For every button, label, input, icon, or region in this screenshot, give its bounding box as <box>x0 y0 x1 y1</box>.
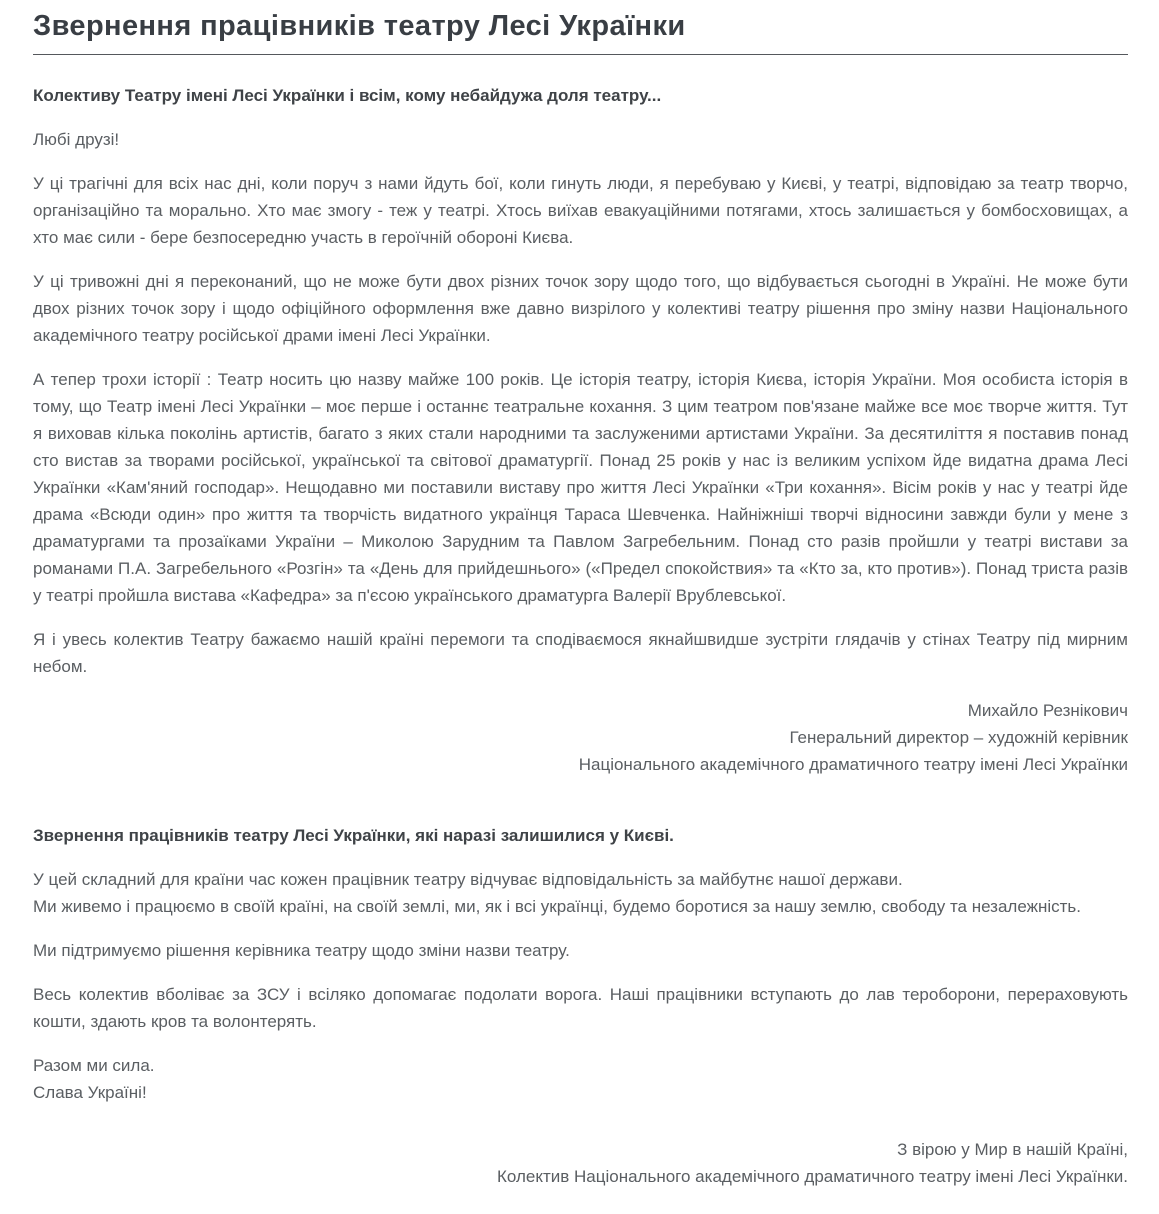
closing-line: Колектив Національного академічного драматичного театру імені Лесі Українки. <box>496 1167 1128 1186</box>
page-title: Звернення працівників театру Лесі Українки <box>33 10 686 42</box>
signature-role: Генеральний директор – художній керівник <box>789 728 1128 747</box>
paragraph: У ці тривожні дні я переконаний, що не може бути двох різних точок зору щодо того, що відбувається сьогодні в Україні. Не може бути двох різних точок зору і щодо офіційного оформлення вже давно визрілого у колективі театру рішення про зміну назви Національного академічного театру російської драми імені Лесі Українки. <box>33 272 1128 345</box>
closing-line: З вірою у Мир в нашій Країні, <box>897 1140 1128 1159</box>
paragraph <box>33 866 1128 920</box>
paragraph: А тепер трохи історії : Театр носить цю назву майже 100 років. Це історія театру, історія Києва, історія України. Моя особиста історія в тому, що Театр імені Лесі Українки – моє перше і останнє театральне кохання. З цим театром пов'язане майже все моє творче життя. Тут я виховав кілька поколінь артистів, багато з яких стали народними та заслуженими артистами України. За десятиліття я поставив понад сто вистав за творами російської, української та світової драматургії. Понад 25 років у нас із великим успіхом йде видатна драма Лесі Українки «Кам'яний господар». Нещодавно ми поставили виставу про життя Лесі Українки «Три кохання». Вісім років у нас у театрі йде драма «Всюди один» про життя та творчість видатного українця Тараса Шевченка. Найніжніші творчі відносини завжди були у мене з драматургами та прозаїками України – Миколою Зарудним та Павлом Загребельним. Понад сто разів пройшли у театрі вистави за романами П.А. Загребельного «Розгін» та «День для прийдешнього» («Предел спокойствия» та «Кто за, кто против»). Понад триста разів у театрі пройшла вистава «Кафедра» за п'єсою українського драматурга Валерії Врублевської. <box>33 370 1128 605</box>
signature-block <box>33 697 1128 778</box>
paragraph: У ці трагічні для всіх нас дні, коли поруч з нами йдуть бої, коли гинуть люди, я перебуваю у Києві, у театрі, відповідаю за театр творчо, організаційно та морально. Хто має змогу - теж у театрі. Хтось виїхав евакуаційними потягами, хтось залишається у бомбосховищах, а хто має сили - бере безпосередню участь в героїчній обороні Києва. <box>33 174 1128 247</box>
title-divider <box>33 54 1128 55</box>
appeal-heading: Звернення працівників театру Лесі Українки, які наразі залишилися у Києві. <box>33 826 674 845</box>
paragraph: Я і увесь колектив Театру бажаємо нашій країні перемоги та сподіваємося якнайшвидше зустріти глядачів у стінах Театру під мирним небом. <box>33 630 1128 676</box>
addressee-line: Колективу Театру імені Лесі Українки і всім, кому небайдужа доля театру... <box>33 86 662 105</box>
signature-organization: Національного академічного драматичного театру імені Лесі Українки <box>578 755 1128 774</box>
slogan-block <box>33 1052 1128 1106</box>
slogan-line: Слава Україні! <box>33 1083 147 1102</box>
signature-name: Михайло Резнікович <box>967 701 1128 720</box>
greeting: Любі друзі! <box>33 130 120 149</box>
paragraph-line: Ми живемо і працюємо в своїй країні, на своїй землі, ми, як і всі українці, будемо боротися за нашу землю, свободу та незалежність. <box>33 897 1082 916</box>
slogan-line: Разом ми сила. <box>33 1056 155 1075</box>
paragraph-line: У цей складний для країни час кожен працівник театру відчуває відповідальність за майбутнє нашої держави. <box>33 870 903 889</box>
paragraph: Ми підтримуємо рішення керівника театру щодо зміни назви театру. <box>33 941 570 960</box>
closing-block <box>33 1136 1128 1190</box>
paragraph: Весь колектив вболіває за ЗСУ і всіляко допомагає подолати ворога. Наші працівники вступають до лав тероборони, перераховують кошти, здають кров та волонтерять. <box>33 985 1128 1031</box>
